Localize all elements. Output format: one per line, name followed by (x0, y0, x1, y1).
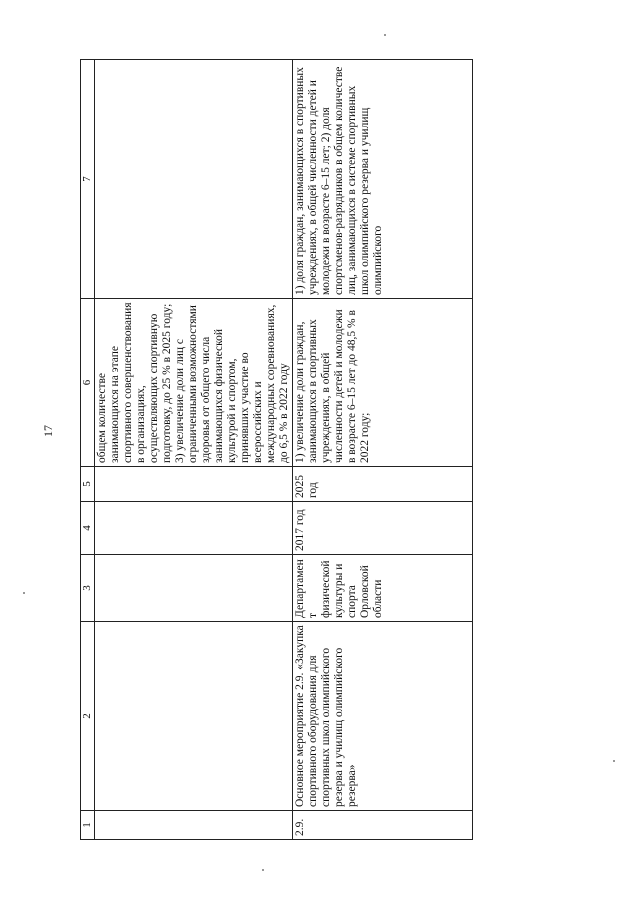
cell-end-year: 2025 год (293, 467, 473, 502)
table-row-2-9 (293, 60, 473, 840)
cell-expected-result: общем количестве занимающихся на этапе спортивного совершенствования в организациях, осуществляющих спортивную подготовку, до 25 % в 2025 году; 3) увеличение доли лиц с ограниченными возможностями здоровья от общего числа занимающихся физической культурой и спортом, принявших участие во всероссийских и международных соревнованиях, до 6,5 % в 2022 году (95, 299, 293, 467)
column-header: 4 (81, 502, 95, 555)
cell-number: 2.9. (293, 811, 473, 840)
table-header-row (81, 60, 95, 840)
column-header: 7 (81, 60, 95, 299)
column-header: 3 (81, 555, 95, 622)
cell-expected-result: 1) увеличение доли граждан, занимающихся в спортивных учреждениях, в общей численности детей и молодежи в возрасте 6–15 лет до 48,5 % в 2022 году; (293, 299, 473, 467)
column-header: 6 (81, 299, 95, 467)
cell-executor: Департамент физической культуры и спорта Орловской области (293, 555, 473, 622)
column-header: 1 (81, 811, 95, 840)
cell-measure (95, 622, 293, 811)
table-row-continued (95, 60, 293, 840)
cell-measure: Основное мероприятие 2.9. «Закупка спортивного оборудования для спортивных школ олимпийского резерва и училищ олимпийского резерва» (293, 622, 473, 811)
rotated-page-content (80, 59, 473, 840)
cell-start-year (95, 502, 293, 555)
cell-indicators: 1) доля граждан, занимающихся в спортивных учреждениях, в общей численности детей и молодежи в возрасте 6–15 лет; 2) доля спортсменов-разрядников в общем количестве лиц, занимающихся в системе спортивных школ олимпийского резерва и училищ олимпийского (293, 60, 473, 299)
scan-speck (262, 869, 264, 871)
scan-speck (23, 592, 25, 594)
cell-indicators (95, 60, 293, 299)
scan-speck (613, 760, 615, 762)
column-header: 5 (81, 467, 95, 502)
cell-executor (95, 555, 293, 622)
cell-number (95, 811, 293, 840)
scan-speck (384, 34, 386, 36)
page-number: 17 (41, 425, 55, 437)
cell-start-year: 2017 год (293, 502, 473, 555)
column-header: 2 (81, 622, 95, 811)
cell-end-year (95, 467, 293, 502)
program-table (80, 59, 473, 840)
